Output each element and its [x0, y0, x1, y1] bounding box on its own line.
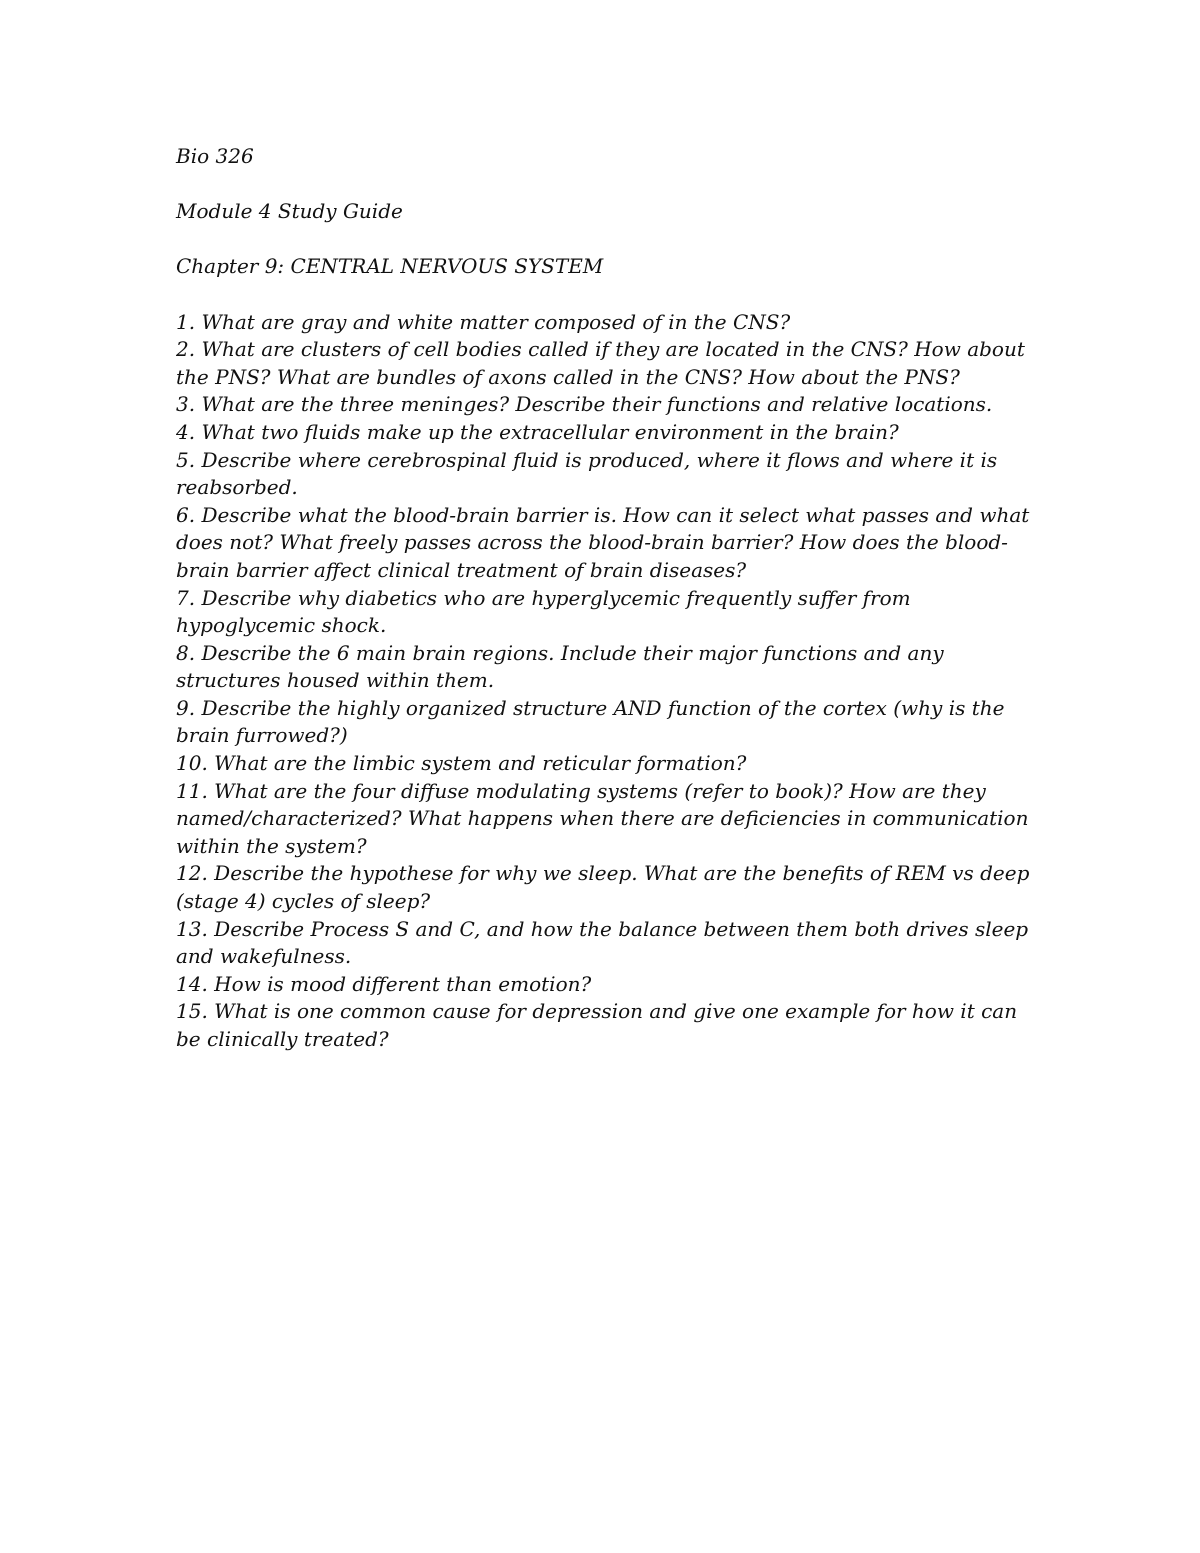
question-item: 10. What are the limbic system and reticular formation? — [176, 751, 747, 776]
question-item: 14. How is mood different than emotion? — [176, 971, 592, 996]
question-item: 15. What is one common cause for depression and give one example for how it can be clinically treated? — [176, 999, 1018, 1051]
question-item: 3. What are the three meninges? Describe their functions and relative locations. — [176, 392, 993, 417]
question-item: 13. Describe Process S and C, and how the balance between them both drives sleep and wakefulness. — [176, 916, 1029, 969]
question-item: 2. What are clusters of cell bodies called if they are located in the CNS? How about the PNS? What are bundles of axons called in the CNS? How about the PNS? — [176, 337, 1025, 389]
question-item: 1. What are gray and white matter composed of in the CNS? — [176, 309, 791, 334]
course-name: Bio 326 — [176, 144, 254, 168]
question-item: 4. What two fluids make up the extracellular environment in the brain? — [176, 419, 899, 444]
question-item: 12. Describe the hypothese for why we sleep. What are the benefits of REM vs deep (stage 4) cycles of sleep? — [176, 861, 1030, 914]
question-item: 5. Describe where cerebrospinal fluid is produced, where it flows and where it is reabsorbed. — [176, 447, 998, 500]
question-item: 7. Describe why diabetics who are hyperglycemic frequently suffer from hypoglycemic shock. — [176, 585, 911, 638]
chapter-heading: Chapter 9: CENTRAL NERVOUS SYSTEM — [176, 254, 604, 279]
question-item: 6. Describe what the blood-brain barrier is. How can it select what passes and what does not? What freely passes across the blood-brain barrier? How does the blood-brain barrier affect clinical treatment of brain diseases? — [176, 502, 1030, 582]
question-item: 8. Describe the 6 main brain regions. Include their major functions and any structures housed within them. — [176, 640, 944, 693]
question-item: 11. What are the four diffuse modulating systems (refer to book)? How are they named/characterized? What happens when there are deficiencies in communication within the system? — [176, 778, 1029, 858]
document-body — [176, 143, 1036, 1054]
document-title: Module 4 Study Guide — [176, 199, 403, 224]
question-list — [176, 309, 1036, 1054]
question-item: 9. Describe the highly organized structure AND function of the cortex (why is the brain furrowed?) — [176, 695, 1005, 748]
